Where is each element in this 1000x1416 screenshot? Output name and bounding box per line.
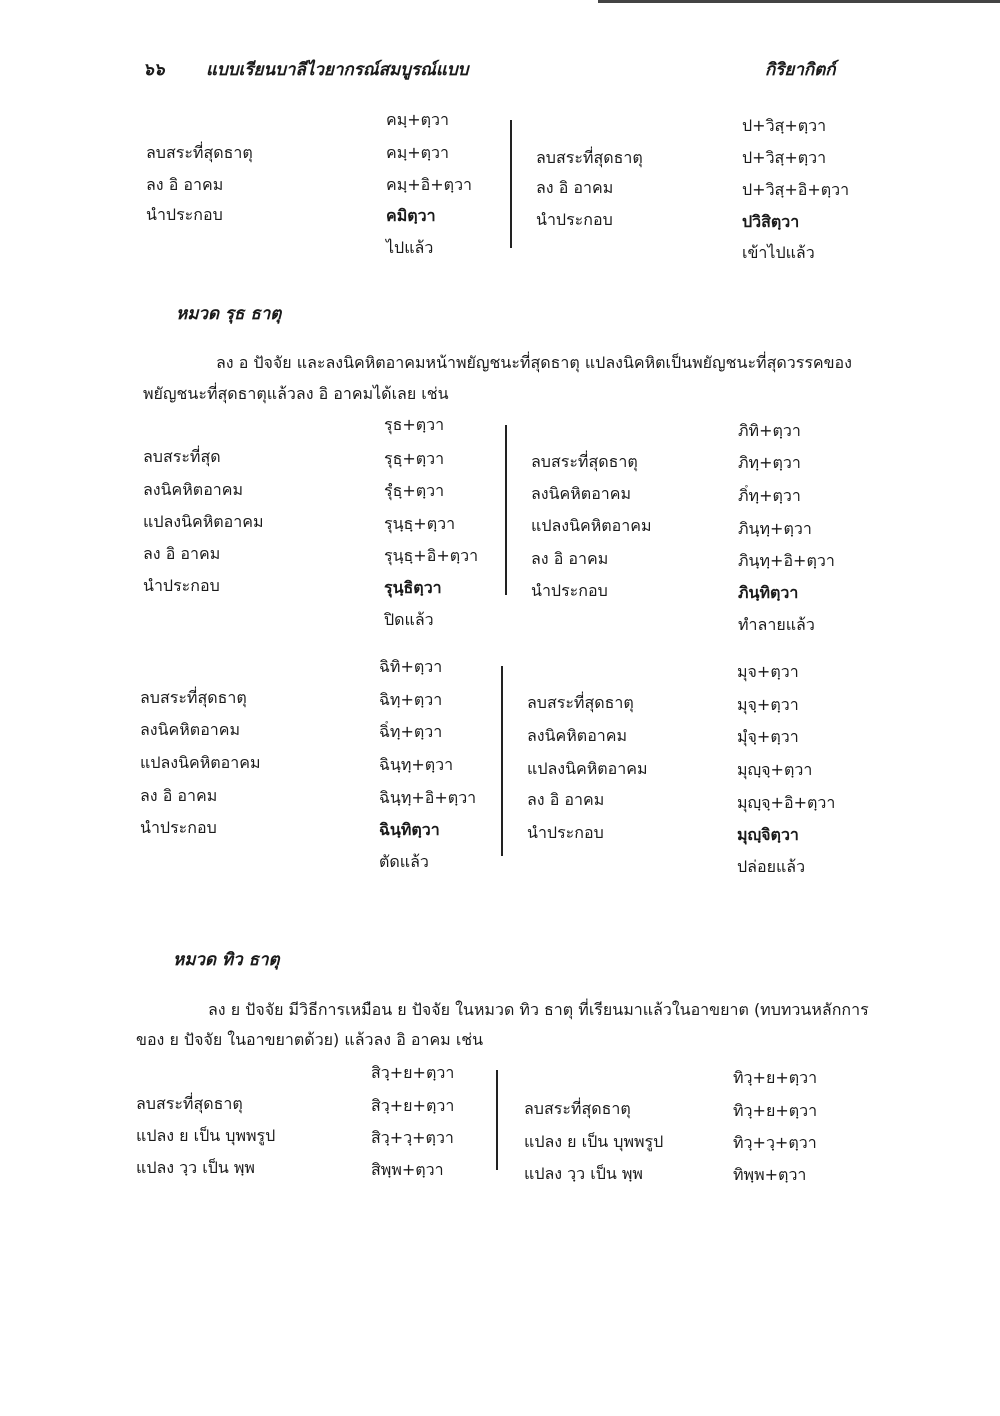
step-label: ลบสระที่สุดธาตุ [531, 452, 638, 471]
step-label: ลง อิ อาคม [140, 786, 218, 805]
column-divider [496, 1070, 498, 1170]
chapter-title: กิริยากิตก์ [765, 60, 836, 80]
column-divider [505, 425, 507, 595]
form-siv-4: สิพฺพ+ตฺวา [371, 1160, 444, 1179]
step-label: ลงนิคหิตอาคม [531, 484, 632, 503]
form-chid-3: ฉิํทฺ+ตฺวา [379, 722, 443, 741]
form-pavis-3: ป+วิสฺ+อิ+ตฺวา [742, 180, 850, 199]
step-label: นำประกอบ [143, 576, 220, 595]
step-label: ลงนิคหิตอาคม [143, 480, 244, 499]
form-bhid-2: ภิทฺ+ตฺวา [738, 453, 801, 472]
step-label: นำประกอบ [536, 210, 613, 229]
scan-top-edge-line [598, 0, 1000, 3]
step-label: ลบสระที่สุดธาตุ [140, 688, 247, 707]
meaning-pavis: เข้าไปแล้ว [742, 243, 815, 262]
form-chid-1: ฉิทิ+ตฺวา [379, 657, 443, 676]
step-label: ลง อิ อาคม [143, 544, 221, 563]
step-label: นำประกอบ [531, 581, 608, 600]
step-label: แปลง ย เป็น บุพพรูป [524, 1132, 664, 1151]
step-label: ลบสระที่สุดธาตุ [136, 1094, 243, 1113]
form-div-2: ทิวฺ+ย+ตฺวา [733, 1101, 818, 1120]
form-muc-5: มุญฺจฺ+อิ+ตฺวา [737, 793, 836, 812]
form-bhid-1: ภิทิ+ตฺวา [738, 421, 801, 440]
step-label: ลบสระที่สุด [143, 447, 221, 466]
form-bhid-result: ภินฺทิตฺวา [738, 583, 799, 602]
step-label: ลง อิ อาคม [531, 549, 609, 568]
form-rudh-5: รุนฺธฺ+อิ+ตฺวา [384, 546, 479, 565]
step-label: แปลงนิคหิตอาคม [140, 753, 261, 772]
form-rudh-4: รุนฺธฺ+ตฺวา [384, 514, 456, 533]
form-rudh-2: รุธฺ+ตฺวา [384, 449, 445, 468]
form-gam-3: คมฺ+อิ+ตฺวา [386, 175, 473, 194]
paragraph-line: ลง ย ปัจจัย มีวิธีการเหมือน ย ปัจจัย ในหมวด ทิว ธาตุ ที่เรียนมาแล้วในอาขยาต (ทบทวนหลักการ [208, 1000, 869, 1019]
form-siv-3: สิวฺ+วฺ+ตฺวา [371, 1128, 454, 1147]
form-gam-2: คมฺ+ตฺวา [386, 143, 450, 162]
form-pavis-result: ปวิสิตฺวา [742, 212, 800, 231]
step-label: ลบสระที่สุดธาตุ [146, 143, 253, 162]
form-bhid-3: ภิํทฺ+ตฺวา [738, 486, 801, 505]
meaning-gam: ไปแล้ว [386, 238, 434, 257]
form-div-4: ทิพฺพ+ตฺวา [733, 1165, 807, 1184]
form-div-1: ทิวฺ+ย+ตฺวา [733, 1068, 818, 1087]
column-divider [501, 666, 503, 856]
paragraph-line: ของ ย ปัจจัย ในอาขยาตด้วย) แล้วลง อิ อาคม เช่น [136, 1030, 484, 1049]
form-div-3: ทิวฺ+วฺ+ตฺวา [733, 1133, 817, 1152]
paragraph-line: พยัญชนะที่สุดธาตุแล้วลง อิ อาคมได้เลย เช่น [143, 384, 449, 403]
page-number: ๖๖ [143, 60, 165, 80]
step-label: แปลง ย เป็น บุพพรูป [136, 1126, 276, 1145]
form-chid-5: ฉินฺทฺ+อิ+ตฺวา [379, 788, 477, 807]
form-pavis-2: ป+วิสฺ+ตฺวา [742, 148, 827, 167]
step-label: นำประกอบ [140, 818, 217, 837]
section-heading-div: หมวด ทิว ธาตุ [173, 950, 280, 970]
step-label: ลงนิคหิตอาคม [140, 720, 241, 739]
column-divider [510, 120, 512, 248]
form-siv-2: สิวฺ+ย+ตฺวา [371, 1096, 455, 1115]
step-label: ลบสระที่สุดธาตุ [536, 148, 643, 167]
form-rudh-3: รุํธฺ+ตฺวา [384, 481, 445, 500]
form-rudh-1: รุธ+ตฺวา [384, 415, 445, 434]
form-chid-2: ฉิทฺ+ตฺวา [379, 690, 443, 709]
step-label: นำประกอบ [527, 823, 604, 842]
step-label: ลง อิ อาคม [146, 175, 224, 194]
form-muc-result: มุญฺจิตฺวา [737, 825, 799, 844]
meaning-rudh: ปิดแล้ว [384, 610, 434, 629]
step-label: นำประกอบ [146, 205, 223, 224]
step-label: ลบสระที่สุดธาตุ [524, 1099, 631, 1118]
form-gam-1: คมฺ+ตฺวา [386, 110, 450, 129]
form-muc-1: มุจ+ตฺวา [737, 662, 799, 681]
step-label: ลบสระที่สุดธาตุ [527, 693, 634, 712]
step-label: แปลงนิคหิตอาคม [531, 516, 652, 535]
form-chid-result: ฉินฺทิตฺวา [379, 820, 440, 839]
form-siv-1: สิวฺ+ย+ตฺวา [371, 1063, 455, 1082]
form-chid-4: ฉินฺทฺ+ตฺวา [379, 755, 454, 774]
meaning-chid: ตัดแล้ว [379, 852, 429, 871]
step-label: ลงนิคหิตอาคม [527, 726, 628, 745]
paragraph-line: ลง อ ปัจจัย และลงนิคหิตอาคมหน้าพยัญชนะที่สุดธาตุ แปลงนิคหิตเป็นพยัญชนะที่สุดวรรคของ [216, 353, 852, 372]
step-label: ลง อิ อาคม [527, 790, 605, 809]
form-bhid-5: ภินฺทฺ+อิ+ตฺวา [738, 551, 835, 570]
step-label: ลง อิ อาคม [536, 178, 614, 197]
form-muc-4: มุญฺจฺ+ตฺวา [737, 760, 813, 779]
meaning-bhid: ทำลายแล้ว [738, 615, 815, 634]
form-muc-3: มุํจฺ+ตฺวา [737, 727, 799, 746]
form-pavis-1: ป+วิสฺ+ตฺวา [742, 116, 827, 135]
meaning-muc: ปล่อยแล้ว [737, 857, 806, 876]
form-rudh-result: รุนฺธิตฺวา [384, 578, 442, 597]
section-heading-rudh: หมวด รุธ ธาตุ [176, 304, 282, 324]
form-muc-2: มุจฺ+ตฺวา [737, 695, 799, 714]
book-title: แบบเรียนบาลีไวยากรณ์สมบูรณ์แบบ [206, 60, 469, 80]
step-label: แปลงนิคหิตอาคม [527, 759, 648, 778]
step-label: แปลงนิคหิตอาคม [143, 512, 264, 531]
step-label: แปลง วฺว เป็น พฺพ [524, 1164, 643, 1183]
form-bhid-4: ภินฺทฺ+ตฺวา [738, 519, 812, 538]
form-gam-result: คมิตฺวา [386, 206, 436, 225]
step-label: แปลง วฺว เป็น พฺพ [136, 1158, 255, 1177]
